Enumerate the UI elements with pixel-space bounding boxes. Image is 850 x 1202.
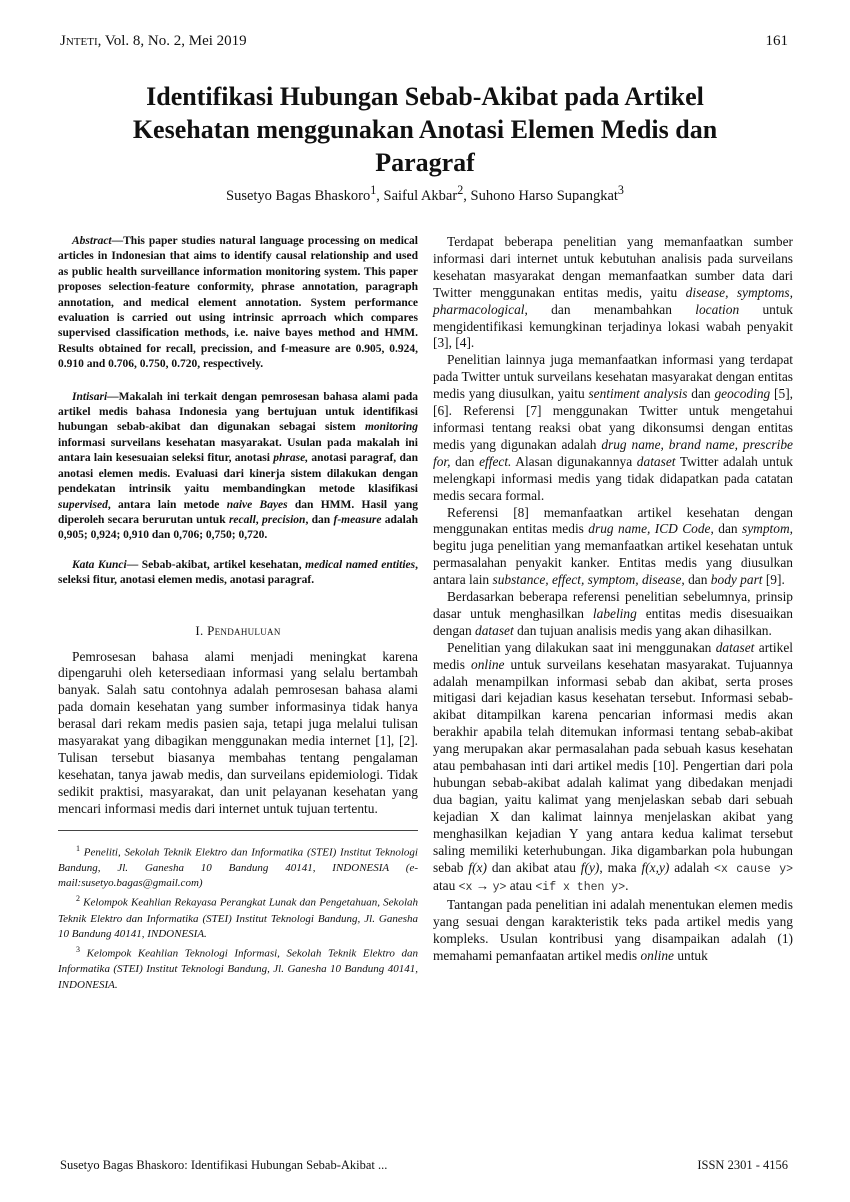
paper-title: Identifikasi Hubungan Sebab-Akibat pada Artikel Kesehatan menggunakan Anotasi Elemen Medis dan Paragraf — [132, 82, 718, 177]
author-1: Susetyo Bagas Bhaskoro — [226, 187, 371, 204]
journal-name: nteti — [65, 33, 98, 49]
intisari-label: Intisari — [72, 390, 108, 403]
math-fy: f(y) — [580, 859, 600, 875]
journal-issue: , Vol. 8, No. 2, Mei 2019 — [97, 33, 247, 49]
keywords-label: Kata Kunci — [72, 558, 127, 571]
footer-citation: Susetyo Bagas Bhaskoro: Identifikasi Hubungan Sebab-Akibat ... — [60, 1158, 388, 1172]
author-2-sup: 2 — [457, 183, 464, 197]
footnote-1: $^1$ Peneliti, Sekolah Teknik Elektro dan Informatika (STEI) Institut Teknologi Bandung, Jl. Ganesha 10 Bandung 40141, INDONESIA (e-mail:susetyo.bagas@gmail.com) — [58, 843, 418, 890]
footnote-3: $^3$ Kelompok Keahlian Teknologi Informasi, Sekolah Teknik Elektro dan Informatika (STEI) Institut Teknologi Bandung, Jl. Ganesha 10 Bandung 40141, INDONESIA. — [58, 945, 418, 991]
paragraph-twitter-sources: Terdapat beberapa penelitian yang memanfaatkan sumber informasi dari internet untuk kebutuhan analisis pada surveilans kesehatan masyarakat dengan memanfaatkan sumber data dari Twitter menggunakan entitas medis, yaitu disease, symptoms, pharmacological, dan menambahkan location untuk mengidentifikasi kemungkinan terjadinya lokasi wabah penyakit [3], [4]. — [433, 234, 793, 351]
author-list — [60, 183, 790, 205]
paragraph-challenge: Tantangan pada penelitian ini adalah menentukan elemen medis yang sesuai dengan karakteristik teks pada artikel medis yang kompleks. Usulan kontribusi yang disampaikan adalah (1) memahami pemanfaatan artikel medis online untuk — [433, 897, 793, 964]
author-3-sup: 3 — [617, 183, 624, 197]
intisari: Intisari—Makalah ini terkait dengan pemrosesan bahasa alami pada artikel medis bahasa Indonesia yang bertujuan untuk identifikasi hubungan sebab-akibat dan digunakan sebagai sistem monitoring informasi surveilans kesehatan masyarakat. Usulan pada makalah ini antara lain kesesuaian seleksi fitur, anotasi phrase, anotasi paragraf, dan anotasi elemen medis. Evaluasi dari kinerja sistem dilakukan dengan pendekatan intrinsik yaitu membandingkan metode klasifikasi supervised, antara lain metode naive Bayes dan HMM. Hasil yang diperoleh secara berurutan untuk recall, precision, dan f-measure adalah 0,905; 0,924; 0,910 dan 0,706; 0,750; 0,720. — [58, 390, 419, 542]
math-fx: f(x) — [468, 859, 487, 875]
code-x-cause-y: <x cause y> — [714, 862, 794, 876]
right-column — [433, 234, 793, 965]
arrow-right-icon: → — [475, 878, 490, 894]
abstract — [58, 234, 418, 373]
journal-header — [60, 33, 247, 50]
paragraph-cause-effect: Penelitian yang dilakukan saat ini menggunakan dataset artikel medis online untuk surveilans kesehatan masyarakat. Tujuannya adalah menampilkan informasi sebab dan akibat, serta proses mitigasi dari kejadian kasus kesehatan tersebut. Informasi sebab-akibat ditampilkan karena pencarian informasi medis akan berakhir apabila telah ditemukan informasi tentang sebab-akibat yang merupakan akar permasalahan pada sebuah kasus kesehatan atau pembahasan inti dari artikel medis [10]. Pengertian dari pola hubungan sebab-akibat adalah kalimat yang dibedakan menjadi dua bagian, yaitu kalimat yang menjelaskan sebab dari sebuah kejadian X dan kalimat lainnya menjelaskan akibat yang menghasilkan kejadian Y yang antara kedua kalimat tersebut saling memiliki keterhubungan. Jika digambarkan pola hubungan sebab f(x) dan akibat atau f(y), maka f(x,y) adalah <x cause y> atau <x → y> atau <if x then y>. — [433, 639, 794, 895]
footer-issn: ISSN 2301 - 4156 — [697, 1158, 788, 1172]
abstract-label: Abstract — [72, 235, 112, 247]
left-column — [58, 234, 418, 993]
paragraph-reference-8: Referensi [8] memanfaatkan artikel kesehatan dengan menggunakan entitas medis drug name, ICD Code, dan symptom, begitu juga penelitian yang memanfaatkan artikel kesehatan untuk permasalahan penyakit kanker. Entitas medis yang diusulkan antara lain substance, effect, symptom, disease, dan body part [9]. — [433, 504, 793, 588]
page-number: 161 — [765, 33, 788, 49]
intro-paragraph: Pemrosesan bahasa alami menjadi meningkat karena dipengaruhi oleh ketersediaan informasi yang selalu bertambah banyak. Salah satu contohnya adalah pemrosesan bahasa alami pada domain kesehatan yang sumber informasinya tidak hanya berasal dari rekam medis pasien saja, tetapi juga melalui tulisan masyarakat yang dibagikan menggunakan media internet [1], [2]. Tulisan tersebut biasanya membahas tentang pengalaman kesehatan, tanya jawab medis, dan surveilans epidemiologi. Tidak sedikit praktisi, masyarakat, dan unit pelayanan kesehatan yang mencari informasi medis dari internet untuk tujuan tertentu. — [58, 648, 418, 816]
journal-j: J — [60, 33, 66, 49]
abstract-text: —This paper studies natural language processing on medical articles in Indonesian that aims to identify causal relationship and used as public health surveillance information monitoring system. This paper proposes selection-feature conformity, phrase annotation, paragraph annotation, and medical element annotation. System performance evaluation is carried out using intrinsic aprroach which compares supervised classification methods, i.e. naive bayes method and HMM. Results obtained for recall, precission, and f-measure are 0.905, 0.924, 0.910 and 0.706, 0.750, 0.720, respectively. — [58, 235, 418, 371]
footnote-2: $^2$ Kelompok Keahlian Rekayasa Perangkat Lunak dan Pengetahuan, Sekolah Teknik Elektro dan Informatika (STEI) Institut Teknologi Bandung, Jl. Ganesha 10 Bandung 40141, INDONESIA. — [58, 894, 418, 940]
author-2: , Saiful Akbar — [376, 187, 458, 204]
paragraph-labeling: Berdasarkan beberapa referensi penelitian sebelumnya, prinsip dasar untuk menghasilkan labeling entitas medis disesuaikan dengan dataset dan tujuan analisis medis yang akan dihasilkan. — [433, 589, 793, 638]
author-3: , Suhono Harso Supangkat — [463, 187, 618, 204]
section-heading: I. Pendahuluan — [195, 622, 281, 638]
math-fxy: f(x,y) — [641, 859, 670, 875]
author-1-sup: 1 — [370, 183, 377, 197]
footnote-divider — [58, 830, 418, 831]
paragraph-twitter-entities: Penelitian lainnya juga memanfaatkan informasi yang terdapat pada Twitter untuk surveilans kesehatan masyarakat dengan entitas medis yang diusulkan, yaitu sentiment analysis dan geocoding [5], [6]. Referensi [7] menggunakan Twitter untuk mengetahui informasi tentang reaksi obat yang dikonsumsi dengan entitas medis yang digunakan adalah drug name, brand name, prescribe for, dan effect. Alasan digunakannya dataset Twitter adalah untuk melengkapi informasi medis yang tidak didapatkan pada catatan medis secara formal. — [433, 352, 794, 503]
code-if-then: <if x then y> — [535, 881, 626, 895]
keywords: Kata Kunci— Sebab-akibat, artikel kesehatan, medical named entities, seleksi fitur, anotasi elemen medis, anotasi paragraf. — [58, 558, 418, 587]
